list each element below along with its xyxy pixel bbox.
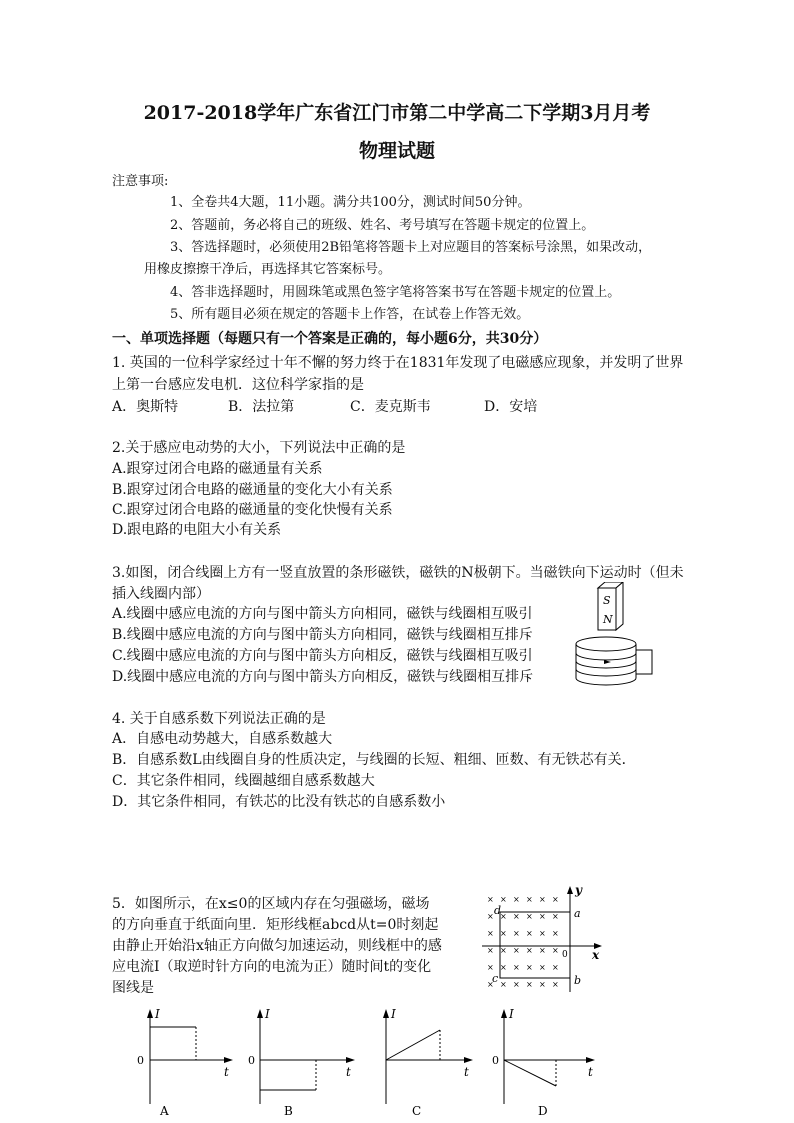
q2-option-c: C.跟穿过闭合电路的磁通量的变化快慢有关系 [112, 502, 393, 518]
q3-option-d: D.线圈中感应电流的方向与图中箭头方向相反，磁铁与线圈相互排斥 [112, 669, 534, 685]
field-cross: × [487, 946, 494, 955]
graph-b-ylabel: I [265, 1007, 270, 1021]
q2-option-a: A.跟穿过闭合电路的磁通量有关系 [112, 461, 323, 477]
graph-c [383, 1007, 473, 1118]
graph-a [137, 1007, 233, 1118]
graph-b-xlabel: t [346, 1065, 351, 1079]
q4-option-a: A．自感电动势越大，自感系数越大 [112, 731, 333, 747]
graph-c-caption: C [412, 1104, 422, 1118]
magnet-n-label: N [603, 613, 613, 626]
field-cross: × [500, 912, 507, 921]
graph-b [248, 1007, 355, 1118]
question-2-stem: 2.关于感应电动势的大小，下列说法中正确的是 [112, 440, 406, 456]
field-cross: × [552, 963, 559, 972]
field-cross: × [552, 980, 559, 989]
y-label: y [575, 884, 582, 897]
field-cross: × [487, 895, 494, 904]
graph-b-zero: 0 [248, 1054, 255, 1067]
question-5-stem: 5．如图所示，在x≤0的区域内存在匀强磁场，磁场 [112, 896, 430, 912]
question-1-stem: 1. 英国的一位科学家经过十年不懈的努力终于在1831年发现了电磁感应现象，并发明了世界 [112, 355, 684, 371]
magnet-s-label: S [603, 594, 611, 607]
q1-option-d: D．安培 [484, 399, 538, 415]
graph-b-caption: B [284, 1104, 293, 1118]
q3-option-b: B.线圈中感应电流的方向与图中箭头方向相同，磁铁与线圈相互排斥 [112, 627, 533, 643]
graph-d-xlabel: t [588, 1065, 593, 1079]
field-cross: × [552, 946, 559, 955]
notice-item: 5、所有题目必须在规定的答题卡上作答，在试卷上作答无效。 [170, 307, 530, 322]
graph-d-zero: 0 [492, 1054, 499, 1067]
magnet-coil-figure [568, 582, 658, 692]
q2-option-d: D.跟电路的电阻大小有关系 [112, 522, 282, 538]
notice-heading: 注意事项: [112, 174, 169, 189]
corner-c-label: c [492, 972, 499, 985]
field-cross: × [526, 963, 533, 972]
answer-graphs [130, 1004, 620, 1119]
page-title: 2017-2018学年广东省江门市第二中学高二下学期3月月考 [143, 102, 651, 124]
page-subtitle: 物理试题 [358, 140, 435, 162]
notice-item: 2、答题前，务必将自己的班级、姓名、考号填写在答题卡规定的位置上。 [170, 218, 595, 233]
graph-d [492, 1007, 595, 1118]
notice-item: 4、答非选择题时，用圆珠笔或黑色签字笔将答案书写在答题卡规定的位置上。 [170, 285, 621, 300]
field-cross: × [526, 946, 533, 955]
question-3-stem-cont: 插入线圈内部） [112, 586, 210, 602]
rect-frame-abcd [500, 912, 570, 978]
graph-a-zero: 0 [137, 1054, 144, 1067]
question-3-stem: 3.如图，闭合线圈上方有一竖直放置的条形磁铁，磁铁的N极朝下。当磁铁向下运动时（但未 [112, 565, 684, 581]
field-cross: × [513, 963, 520, 972]
field-cross: × [500, 946, 507, 955]
field-cross: × [513, 895, 520, 904]
field-cross: × [500, 929, 507, 938]
q3-option-c: C.线圈中感应电流的方向与图中箭头方向相反，磁铁与线圈相互吸引 [112, 648, 533, 664]
field-cross: × [487, 980, 494, 989]
corner-b-label: b [574, 974, 582, 987]
q3-option-a: A.线圈中感应电流的方向与图中箭头方向相同，磁铁与线圈相互吸引 [112, 606, 533, 622]
question-1-stem-cont: 上第一台感应发电机．这位科学家指的是 [112, 377, 364, 393]
question-5-stem-cont: 应电流I（取逆时针方向的电流为正）随时间t的变化 [112, 959, 432, 975]
field-cross: × [539, 980, 546, 989]
coil [576, 637, 652, 685]
q4-option-b: B．自感系数L由线圈自身的性质决定，与线圈的长短、粗细、匝数、有无铁芯有关． [112, 752, 636, 768]
q2-option-b: B.跟穿过闭合电路的磁通量的变化大小有关系 [112, 482, 393, 498]
field-cross: × [500, 963, 507, 972]
field-cross: × [526, 912, 533, 921]
field-cross: × [526, 980, 533, 989]
q4-option-c: C．其它条件相同，线圈越细自感系数越大 [112, 773, 375, 789]
graph-d-ylabel: I [509, 1007, 514, 1021]
q1-option-c: C．麦克斯韦 [350, 399, 431, 415]
field-cross: × [552, 912, 559, 921]
question-5-stem-cont: 图线是 [112, 980, 154, 996]
corner-d-label: d [494, 904, 502, 917]
section-heading: 一、单项选择题（每题只有一个答案是正确的，每小题6分，共30分） [112, 331, 548, 347]
graph-a-xlabel: t [224, 1065, 229, 1079]
question-4-stem: 4. 关于自感系数下列说法正确的是 [112, 711, 326, 727]
field-cross: × [539, 963, 546, 972]
field-cross: × [539, 912, 546, 921]
field-cross: × [487, 929, 494, 938]
graph-c-ylabel: I [391, 1007, 396, 1021]
field-cross: × [513, 912, 520, 921]
q4-option-d: D．其它条件相同，有铁芯的比没有铁芯的自感系数小 [112, 794, 446, 810]
field-cross: × [487, 963, 494, 972]
y-arrow-icon [567, 886, 573, 894]
field-cross: × [526, 929, 533, 938]
field-cross: × [539, 895, 546, 904]
graph-c-xlabel: t [464, 1065, 469, 1079]
corner-a-label: a [574, 907, 581, 920]
field-cross: × [500, 980, 507, 989]
notice-item: 1、全卷共4大题，11小题。满分共100分，测试时间50分钟。 [170, 195, 531, 210]
q1-option-a: A．奥斯特 [112, 399, 179, 415]
notice-item: 3、答选择题时，必须使用2B铅笔将答题卡上对应题目的答案标号涂黑，如果改动， [170, 240, 652, 255]
field-cross: × [500, 895, 507, 904]
question-5-stem-cont: 的方向垂直于纸面向里．矩形线框abcd从t=0时刻起 [112, 917, 439, 933]
field-cross: × [539, 946, 546, 955]
field-cross: × [513, 929, 520, 938]
current-arrow-icon [604, 660, 611, 664]
x-label: x [592, 948, 600, 962]
graph-a-caption: A [160, 1104, 169, 1118]
graph-a-ylabel: I [155, 1007, 160, 1021]
graph-d-caption: D [538, 1104, 548, 1118]
q1-option-b: B．法拉第 [228, 399, 295, 415]
field-cross: × [552, 929, 559, 938]
notice-item: 用橡皮擦擦干净后，再选择其它答案标号。 [144, 262, 392, 277]
origin-label: 0 [562, 950, 568, 960]
question-5-stem-cont: 由静止开始沿x轴正方向做匀加速运动，则线框中的感 [112, 938, 442, 954]
field-cross: × [526, 895, 533, 904]
field-cross: × [552, 895, 559, 904]
field-cross: × [513, 980, 520, 989]
field-cross: × [539, 929, 546, 938]
field-cross: × [487, 912, 494, 921]
field-cross: × [513, 946, 520, 955]
magnetic-field-figure [478, 884, 608, 996]
